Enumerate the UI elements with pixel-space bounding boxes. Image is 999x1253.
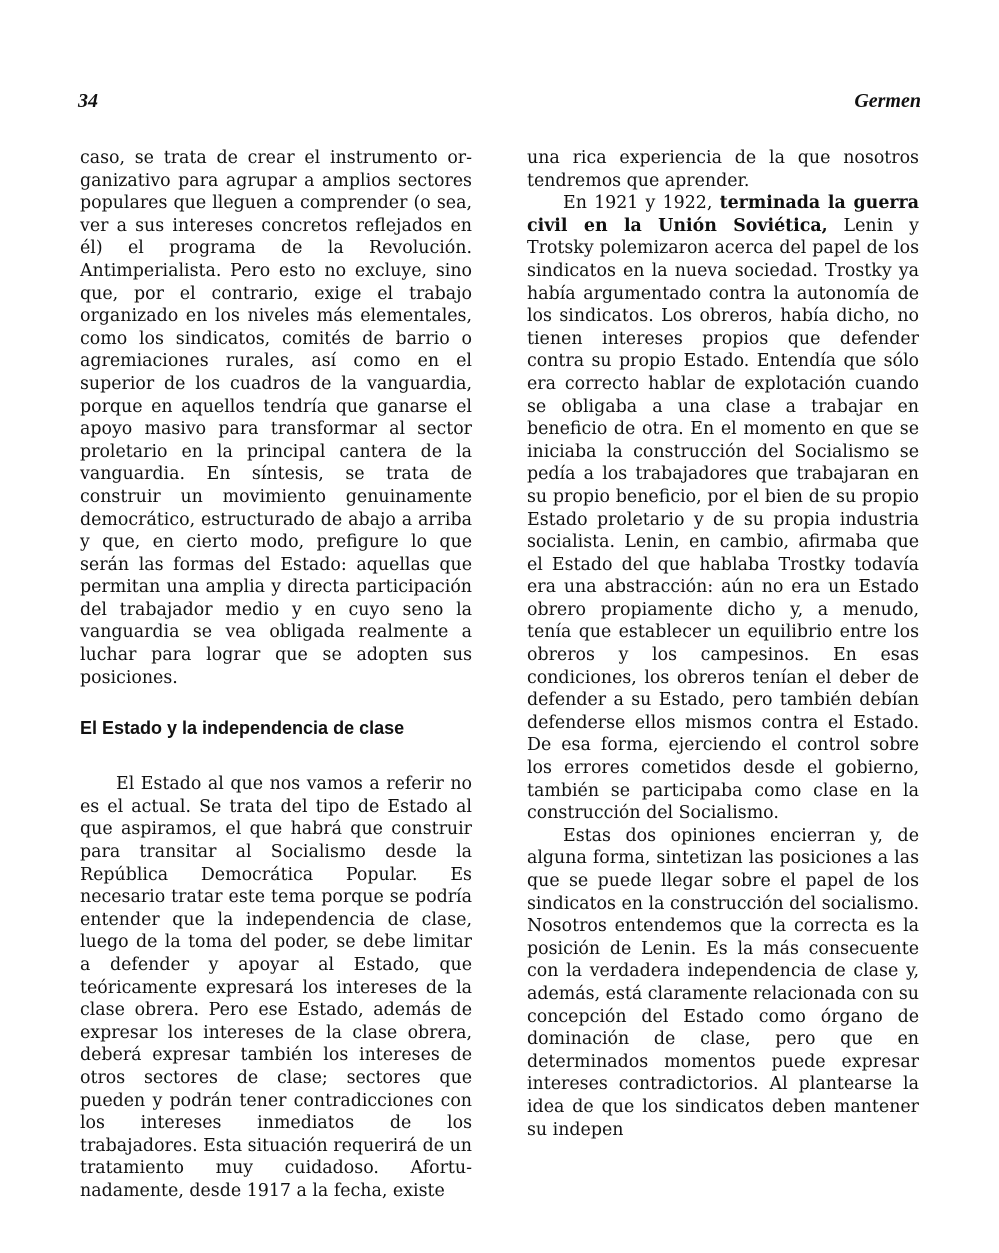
paragraph: una rica experiencia de la que nosotros tendremos que aprender. [527,148,919,191]
paragraph-text: Lenin y Trotsky polemizaron acerca del papel de los sindicatos en la nueva sociedad. Trostky ya había argumentado contra la autonomía de los sindicatos. Los obreros, había dicho, no tienen intereses propios que defender contra su propio Estado. Entendía que sólo era correcto hablar de explotación cuando se obligaba a una clase a trabajar en beneficio de otra. En el momento en que se iniciaba la construcción del Socialismo se pedía a los trabajadores que trabajaran en su propio beneficio, por el bien de su propio Estado proletario y de su propia industria socialista. Lenin, en cambio, afirmaba que el Estado del que hablaba Trostky todavía era una abstracción: aún no era un Estado obrero propiamente dicho y, a menudo, tenía que establecer un equilibrio entre los obreros y los campesinos. En esas condiciones, los obreros tenían el deber de defender a su Estado, pero también debían defenderse ellos mismos contra el Estado. De esa forma, ejerciendo el control sobre los errores cometidos desde el gobierno, también se participaba como clase en la construcción del Socialismo. [527,215,919,824]
page-number: 34 [78,90,98,112]
paragraph [527,192,919,825]
emphasized-text: terminada la guerra civil en la Unión Soviética, [527,193,919,236]
right-column [527,147,919,1141]
paragraph-text: En 1921 y 1922, [563,193,720,214]
running-title: Germen [854,90,921,112]
section-heading: El Estado y la independencia de clase [80,718,405,739]
left-column [80,147,472,1203]
paragraph: Estas dos opiniones encierran y, de alguna forma, sintetizan las posiciones a las que se puede llegar sobre el papel de los sindicatos en la construcción del socialismo. Nosotros entendemos que la correcta es la posición de Lenin. Es la más consecuente con la verdadera independencia de clase y, además, está claramente relacionada con su concepción del Estado como órgano de dominación de clase, pero que en determinados momentos puede expresar intereses contradictorios. Al plantearse la idea de que los sindicatos deben mantener su indepen [527,825,919,1140]
paragraph: El Estado al que nos vamos a referir no es el actual. Se trata del tipo de Estado al que aspiramos, el que habrá que construir para transitar al Socialismo desde la República Democrática Popular. Es necesario tratar este tema porque se podría entender que la independencia de clase, luego de la toma del poder, se debe limitar a defender y apoyar al Estado, que teóricamente expresará los intereses de la clase obrera. Pero ese Estado, además de expresar los intereses de la clase obrera, deberá expresar también los intereses de otros sectores de clase; sectores que pueden y podrán tener contradicciones con los intereses inmediatos de los trabajadores. Esta situación requerirá de un tratamiento muy cuidadoso. Afortunadamente, desde 1917 a la fecha, existe [80,774,472,1201]
paragraph: caso, se trata de crear el instrumento organizativo para agrupar a amplios sectores populares que lleguen a comprender (o sea, ver a sus intereses concretos reflejados en él) el programa de la Revolución. Antimperialista. Pero esto no excluye, sino que, por el contrario, exige el trabajo organizado en los niveles más elementales, como los sindicatos, comités de barrio o agremiaciones rurales, así como en el superior de los cuadros de la vanguardia, porque en aquellos tendría que ganarse el apoyo masivo para transformar al sector proletario en la principal cantera de la vanguardia. En síntesis, se trata de construir un movimiento genuinamente democrático, estructurado de abajo a arriba y que, en cierto modo, prefigure lo que serán las formas del Estado: aquellas que permitan una amplia y directa participación del trabajador medio y en cuyo seno la vanguardia se vea obligada realmente a luchar para lograr que se adopten sus posiciones. [80,148,472,688]
